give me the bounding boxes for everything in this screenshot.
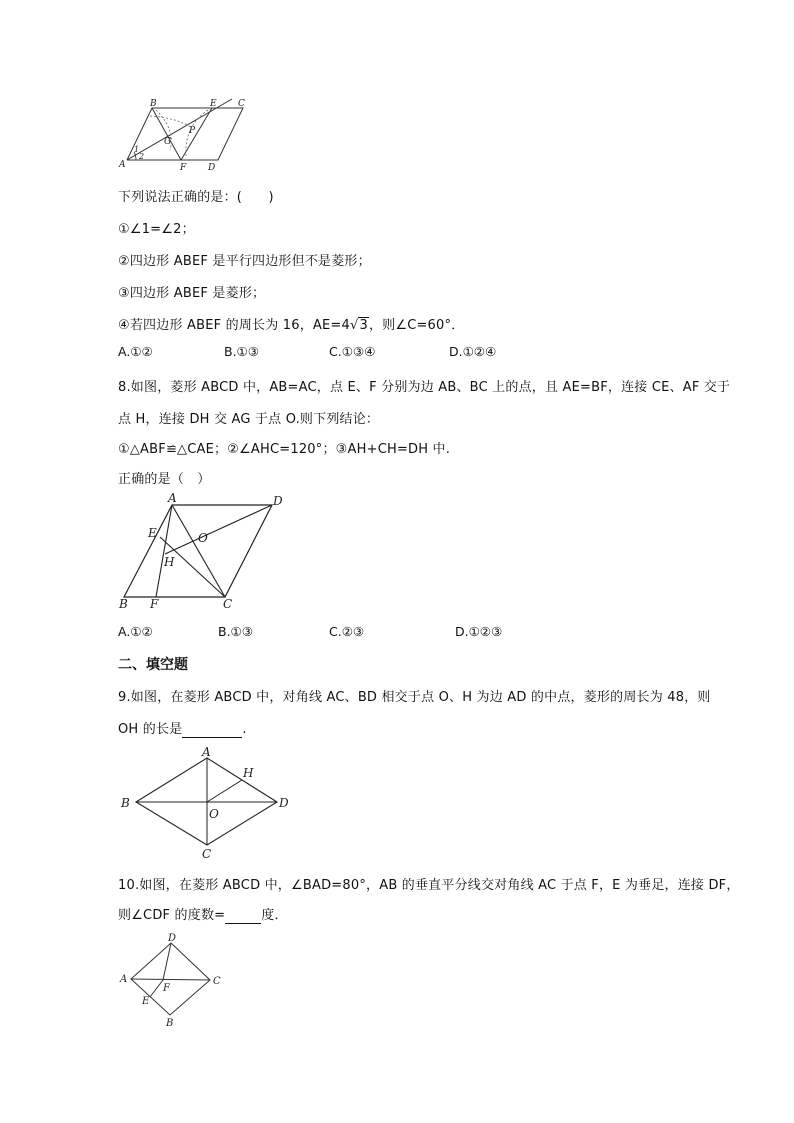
label-D: D — [208, 163, 216, 173]
label-1: 1 — [134, 145, 140, 154]
label-E: E — [148, 526, 157, 540]
label-C: C — [238, 99, 245, 109]
label-E: E — [210, 99, 217, 109]
segment-OH — [207, 780, 242, 802]
sqrt-sign: √ — [349, 318, 359, 333]
label-C: C — [223, 597, 233, 611]
label-F: F — [150, 597, 159, 611]
label-B: B — [121, 796, 130, 810]
q7-option-b[interactable]: B.①③ — [224, 344, 259, 359]
segment-DH — [165, 505, 272, 554]
q8-figure — [114, 490, 294, 614]
label-C: C — [213, 976, 221, 987]
q10-answer-blank[interactable] — [225, 908, 261, 924]
q7-statement-4-post: ，则∠C=60°． — [368, 318, 465, 333]
q9-line-2-post: . — [242, 722, 247, 737]
section-title-fill-in: 二、填空题 — [118, 657, 188, 673]
label-O: O — [209, 807, 219, 821]
q7-option-c[interactable]: C.①③④ — [329, 344, 376, 359]
q8-line-1: 8.如图，菱形 ABCD 中，AB=AC，点 E、F 分别为边 AB、BC 上的点，且 AE=BF，连接 CE、AF 交于 — [118, 380, 731, 395]
label-F: F — [180, 163, 187, 173]
label-A: A — [168, 491, 177, 505]
diagonal-AC — [172, 505, 225, 597]
segment-AF — [156, 505, 172, 597]
segment-EF — [150, 980, 163, 997]
q8-line-3: ①△ABF≌△CAE；②∠AHC=120°；③AH+CH=DH 中. — [118, 442, 451, 457]
q7-statement-4-pre: ④若四边形 ABEF 的周长为 16，AE=4 — [118, 318, 350, 333]
q9-answer-blank[interactable] — [182, 722, 242, 738]
label-D: D — [273, 494, 283, 508]
q7-figure — [116, 94, 256, 174]
q8-line-4: 正确的是（ ） — [118, 472, 211, 487]
q7-statement-1: ①∠1=∠2； — [118, 222, 195, 237]
diagonal-AC — [131, 979, 210, 980]
label-H: H — [164, 555, 175, 569]
label-P: P — [189, 126, 196, 136]
q9-line-2 — [118, 718, 247, 738]
label-F: F — [163, 983, 170, 994]
q10-figure — [114, 928, 226, 1030]
q7-option-a[interactable]: A.①② — [118, 344, 153, 359]
q8-option-a[interactable]: A.①② — [118, 624, 153, 639]
q7-statement-2: ②四边形 ABEF 是平行四边形但不是菱形； — [118, 254, 371, 269]
q9-line-1: 9.如图，在菱形 ABCD 中，对角线 AC、BD 相交于点 O、H 为边 AD 的中点，菱形的周长为 48，则 — [118, 690, 711, 705]
label-A: A — [202, 745, 211, 759]
q10-line-2 — [118, 904, 288, 924]
q8-option-d[interactable]: D.①②③ — [455, 624, 503, 639]
q10-line-1: 10.如图，在菱形 ABCD 中，∠BAD=80°，AB 的垂直平分线交对角线 AC 于点 F，E 为垂足，连接 DF， — [118, 878, 740, 893]
label-B: B — [166, 1018, 174, 1029]
q7-option-d[interactable]: D.①②④ — [449, 344, 497, 359]
sqrt-expression — [350, 318, 369, 333]
q8-option-c[interactable]: C.②③ — [329, 624, 365, 639]
q9-line-2-pre: OH 的长是 — [118, 722, 183, 737]
label-O: O — [198, 531, 208, 545]
label-A: A — [120, 974, 128, 985]
label-D: D — [168, 933, 177, 944]
label-A: A — [119, 160, 126, 170]
q8-line-2: 点 H，连接 DH 交 AG 于点 O.则下列结论： — [118, 412, 380, 427]
q7-statement-4 — [118, 314, 464, 333]
label-H: H — [243, 766, 254, 780]
q8-option-b[interactable]: B.①③ — [218, 624, 253, 639]
label-E: E — [142, 996, 150, 1007]
q9-figure — [114, 742, 294, 862]
q7-statement-3: ③四边形 ABEF 是菱形； — [118, 286, 266, 301]
label-C: C — [202, 847, 212, 861]
label-B: B — [119, 597, 128, 611]
label-2: 2 — [139, 152, 145, 161]
q7-prompt: 下列说法正确的是：( ) — [118, 190, 274, 205]
label-B: B — [150, 99, 157, 109]
label-D: D — [279, 796, 289, 810]
q10-line-2-post: 度． — [261, 908, 288, 923]
label-G: G — [164, 137, 172, 147]
q10-line-2-pre: 则∠CDF 的度数= — [118, 908, 226, 923]
sqrt-radicand: 3 — [359, 318, 368, 333]
